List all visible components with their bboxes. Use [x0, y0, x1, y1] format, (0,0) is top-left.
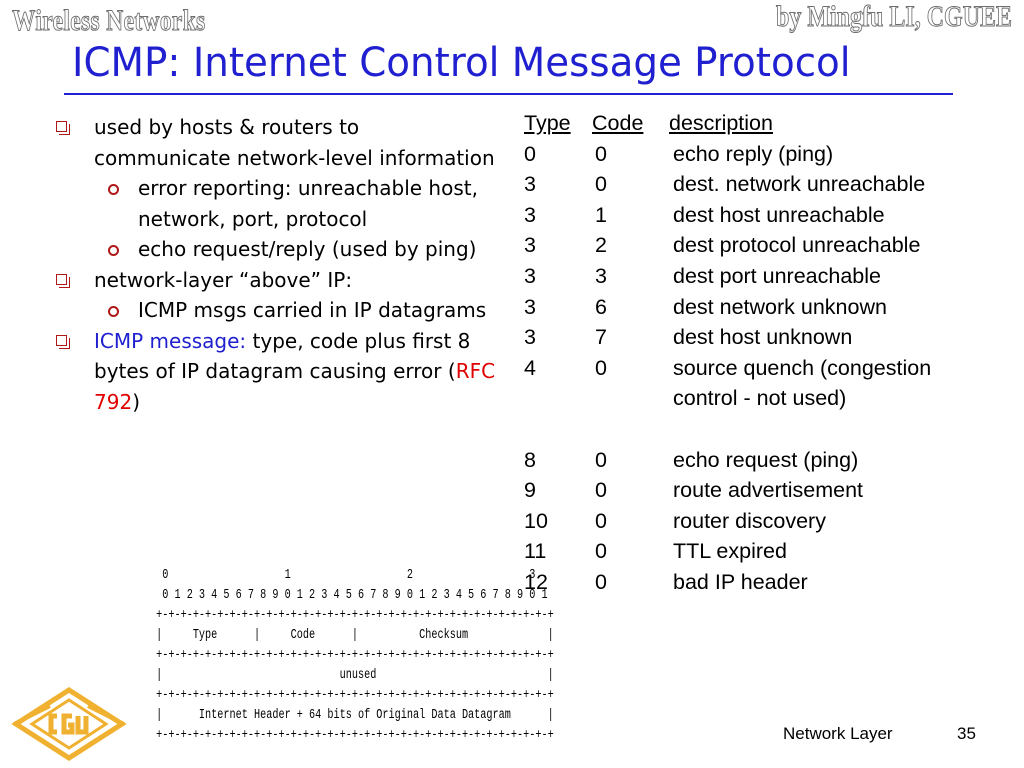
sub-bullet-text: echo request/reply (used by ping)	[138, 237, 477, 261]
sub-bullet-error-reporting	[56, 173, 496, 234]
bullet-list	[56, 112, 496, 417]
cgu-university-logo-icon	[10, 676, 128, 768]
icmp-message-lead: ICMP message:	[94, 328, 247, 353]
packet-line: 0 1 2 3	[150, 568, 536, 583]
icmp-message-text: type, code plus first 8 bytes of IP datagram causing error (	[94, 328, 471, 383]
description-cell: source quench (congestion	[673, 355, 932, 380]
code-cell: 0	[595, 172, 607, 197]
course-header: Wireless Networks	[12, 4, 206, 37]
packet-line: +-+-+-+-+-+-+-+-+-+-+-+-+-+-+-+-+-+-+-+-+-+-+-+-+-+-+-+-+-+-+-+-+	[150, 608, 554, 623]
description-cell: control - not used)	[673, 386, 847, 411]
bullet-icmp-message	[56, 326, 496, 418]
description-cell: TTL expired	[673, 539, 787, 564]
type-cell: 3	[524, 202, 536, 227]
sub-bullet-echo	[56, 234, 496, 265]
type-cell: 11	[524, 539, 547, 564]
description-cell: dest. network unreachable	[673, 172, 926, 197]
description-cell: dest network unknown	[673, 294, 887, 319]
header-type: Type	[524, 111, 571, 135]
footer-section-label: Network Layer	[783, 724, 893, 743]
description-cell: bad IP header	[673, 569, 808, 594]
type-cell: 3	[524, 263, 536, 288]
description-cell: route advertisement	[673, 478, 864, 503]
code-cell: 0	[595, 478, 607, 503]
code-cell: 2	[595, 233, 607, 258]
author-header: by Mingfu LI, CGUEE	[775, 0, 1012, 33]
description-cell: echo reply (ping)	[673, 141, 834, 166]
description-cell: echo request (ping)	[673, 447, 859, 472]
code-cell: 0	[595, 447, 607, 472]
page-number: 35	[957, 724, 976, 743]
header-description: description	[669, 111, 773, 135]
code-cell: 0	[595, 141, 607, 166]
packet-line: +-+-+-+-+-+-+-+-+-+-+-+-+-+-+-+-+-+-+-+-+-+-+-+-+-+-+-+-+-+-+-+-+	[150, 648, 554, 663]
type-cell: 3	[524, 172, 536, 197]
description-cell: router discovery	[673, 508, 826, 533]
description-cell: dest port unreachable	[673, 263, 881, 288]
square-bullet-icon	[56, 121, 67, 132]
packet-line: | Internet Header + 64 bits of Original Data Datagram |	[150, 708, 554, 723]
type-cell: 9	[524, 478, 536, 503]
header-code: Code	[592, 111, 644, 135]
bullet-network-layer-text: network-layer “above” IP:	[94, 267, 353, 292]
icmp-header-diagram	[150, 566, 554, 746]
bullet-network-layer	[56, 265, 496, 296]
code-cell: 0	[595, 355, 607, 380]
code-cell: 0	[595, 569, 607, 594]
type-cell: 4	[524, 355, 536, 380]
packet-line: | Type | Code | Checksum |	[150, 628, 554, 643]
code-cell: 0	[595, 508, 607, 533]
code-cell: 0	[595, 539, 607, 564]
type-cell: 3	[524, 325, 536, 350]
bullet-usage	[56, 112, 496, 173]
packet-line: +-+-+-+-+-+-+-+-+-+-+-+-+-+-+-+-+-+-+-+-+-+-+-+-+-+-+-+-+-+-+-+-+	[150, 728, 554, 743]
description-cell: dest host unknown	[673, 325, 853, 350]
description-cell: dest host unreachable	[673, 202, 885, 227]
circle-bullet-icon	[108, 184, 119, 195]
sub-bullet-text: ICMP msgs carried in IP datagrams	[138, 298, 487, 322]
packet-line: 0 1 2 3 4 5 6 7 8 9 0 1 2 3 4 5 6 7 8 9 0 1 2 3 4 5 6 7 8 9 0 1	[150, 588, 548, 603]
square-bullet-icon	[56, 274, 67, 285]
type-cell: 12	[524, 569, 548, 594]
square-bullet-icon	[56, 335, 67, 346]
type-cell: 10	[524, 508, 548, 533]
sub-bullet-text: error reporting: unreachable host, network, port, protocol	[138, 176, 478, 231]
type-cell: 3	[524, 294, 536, 319]
code-cell: 7	[595, 325, 607, 350]
type-cell: 0	[524, 141, 536, 166]
title-underline	[64, 93, 953, 95]
description-cell: dest protocol unreachable	[673, 233, 921, 258]
code-cell: 1	[595, 202, 607, 227]
bullet-usage-text: used by hosts & routers to communicate network-level information	[94, 115, 495, 170]
icmp-message-close: )	[132, 389, 140, 414]
circle-bullet-icon	[108, 245, 119, 256]
sub-bullet-carried-in-ip	[56, 295, 496, 326]
code-cell: 3	[595, 263, 607, 288]
slide-title: ICMP: Internet Control Message Protocol	[72, 40, 851, 86]
packet-line: | unused |	[150, 668, 554, 683]
packet-line: +-+-+-+-+-+-+-+-+-+-+-+-+-+-+-+-+-+-+-+-+-+-+-+-+-+-+-+-+-+-+-+-+	[150, 688, 554, 703]
type-cell: 3	[524, 233, 536, 258]
rfc-792-link[interactable]: RFC 792	[94, 359, 496, 414]
code-cell: 6	[595, 294, 607, 319]
circle-bullet-icon	[108, 306, 119, 317]
type-cell: 8	[524, 447, 536, 472]
